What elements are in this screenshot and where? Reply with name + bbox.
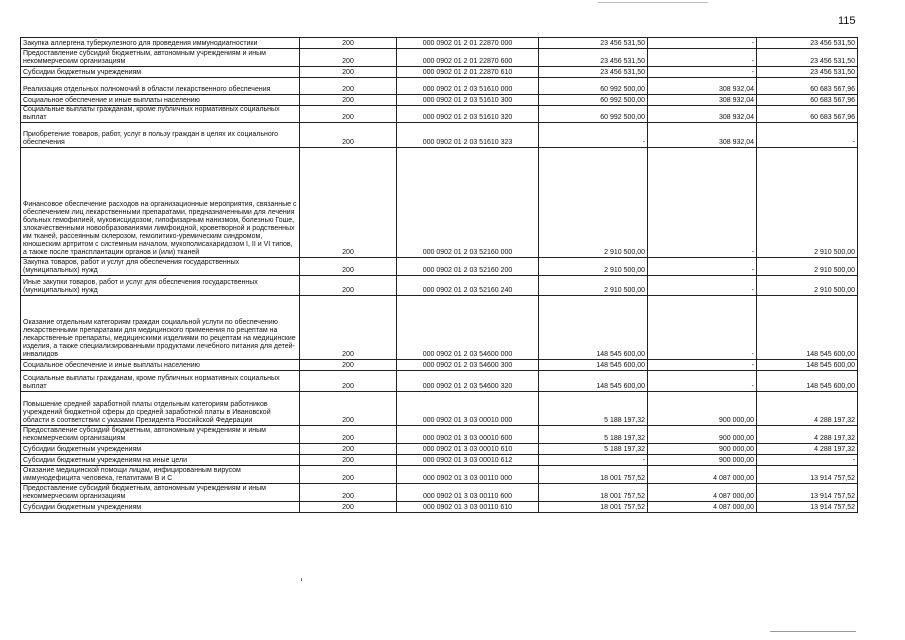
row-code: 200 [300, 258, 397, 276]
row-value-result: 2 910 500,00 [757, 276, 858, 296]
row-value-result: 13 914 757,52 [757, 484, 858, 502]
row-kcsr: 000 0902 01 3 03 00010 000 [397, 392, 539, 426]
row-value-result: 13 914 757,52 [757, 502, 858, 513]
row-name: Закупка товаров, работ и услуг для обеспечения государственных (муниципальных) нужд [21, 258, 300, 276]
row-kcsr: 000 0902 01 2 03 51610 000 [397, 78, 539, 95]
row-value-change: 4 087 000,00 [648, 466, 757, 484]
row-kcsr: 000 0902 01 3 03 00010 610 [397, 444, 539, 455]
row-value-plan: 60 992 500,00 [539, 106, 648, 123]
budget-table [20, 37, 858, 513]
row-value-result: 4 288 197,32 [757, 444, 858, 455]
row-value-result: 2 910 500,00 [757, 148, 858, 258]
row-value-result: 60 683 567,96 [757, 78, 858, 95]
table-row [21, 455, 858, 466]
row-value-result: 4 288 197,32 [757, 426, 858, 444]
row-name: Социальные выплаты гражданам, кроме публичных нормативных социальных выплат [21, 106, 300, 123]
row-code: 200 [300, 123, 397, 148]
row-name: Повышение средней заработной платы отдельным категориям работников учреждений бюджетной сферы до средней заработной платы в Ивановской области в соответствии с указами Президента Российской Федерации [21, 392, 300, 426]
row-code: 200 [300, 67, 397, 78]
row-value-plan: 5 188 197,32 [539, 444, 648, 455]
row-value-result: 148 545 600,00 [757, 296, 858, 360]
row-value-change: - [648, 49, 757, 67]
row-value-plan: 23 456 531,50 [539, 49, 648, 67]
row-name: Социальное обеспечение и иные выплаты населению [21, 360, 300, 371]
row-value-change: - [648, 296, 757, 360]
scan-mark [301, 578, 302, 581]
row-kcsr: 000 0902 01 2 03 51610 320 [397, 106, 539, 123]
row-code: 200 [300, 360, 397, 371]
row-kcsr: 000 0902 01 2 01 22870 610 [397, 67, 539, 78]
row-code: 200 [300, 426, 397, 444]
row-value-plan: 5 188 197,32 [539, 392, 648, 426]
row-value-result: 23 456 531,50 [757, 67, 858, 78]
row-kcsr: 000 0902 01 2 03 52160 240 [397, 276, 539, 296]
row-name: Реализация отдельных полномочий в области лекарственного обеспечения [21, 78, 300, 95]
row-value-plan: 18 001 757,52 [539, 502, 648, 513]
table-row [21, 484, 858, 502]
row-kcsr: 000 0902 01 2 01 22870 000 [397, 38, 539, 49]
row-value-plan: 148 545 600,00 [539, 371, 648, 392]
row-name: Приобретение товаров, работ, услуг в пользу граждан в целях их социального обеспечения [21, 123, 300, 148]
row-value-change: 308 932,04 [648, 123, 757, 148]
row-value-plan: 2 910 500,00 [539, 148, 648, 258]
row-value-change: - [648, 67, 757, 78]
table-row [21, 426, 858, 444]
row-value-result: - [757, 455, 858, 466]
table-row [21, 148, 858, 258]
table-row [21, 123, 858, 148]
table-row [21, 78, 858, 95]
row-value-change: - [648, 38, 757, 49]
row-kcsr: 000 0902 01 3 03 00110 610 [397, 502, 539, 513]
row-value-change: - [648, 371, 757, 392]
row-value-plan: 60 992 500,00 [539, 95, 648, 106]
row-value-plan: 2 910 500,00 [539, 276, 648, 296]
row-kcsr: 000 0902 01 2 03 54600 000 [397, 296, 539, 360]
row-value-change: 900 000,00 [648, 455, 757, 466]
row-value-plan: 18 001 757,52 [539, 466, 648, 484]
table-row [21, 95, 858, 106]
row-name: Предоставление субсидий бюджетным, автономным учреждениям и иным некоммерческим организациям [21, 49, 300, 67]
row-code: 200 [300, 49, 397, 67]
row-code: 200 [300, 392, 397, 426]
row-kcsr: 000 0902 01 3 03 00110 000 [397, 466, 539, 484]
table-row [21, 502, 858, 513]
row-name: Социальное обеспечение и иные выплаты населению [21, 95, 300, 106]
row-name: Оказание отдельным категориям граждан социальной услуги по обеспечению лекарственными препаратами для медицинского применения по рецептам на лекарственные препараты, медицинскими изделиями по рецептам на медицинские изделия, а также специализированными продуктами лечебного питания для детей-инвалидов [21, 296, 300, 360]
bottom-rule [770, 631, 856, 632]
table-row [21, 38, 858, 49]
row-code: 200 [300, 78, 397, 95]
row-name: Социальные выплаты гражданам, кроме публичных нормативных социальных выплат [21, 371, 300, 392]
row-value-change: 900 000,00 [648, 392, 757, 426]
row-value-result: 148 545 600,00 [757, 360, 858, 371]
row-kcsr: 000 0902 01 3 03 00110 600 [397, 484, 539, 502]
row-kcsr: 000 0902 01 2 03 51610 323 [397, 123, 539, 148]
row-value-result: - [757, 123, 858, 148]
row-kcsr: 000 0902 01 3 03 00010 600 [397, 426, 539, 444]
row-value-change: - [648, 148, 757, 258]
row-code: 200 [300, 371, 397, 392]
row-value-change: 4 087 000,00 [648, 502, 757, 513]
row-name: Субсидии бюджетным учреждениям на иные цели [21, 455, 300, 466]
table-row [21, 444, 858, 455]
table-row [21, 392, 858, 426]
row-name: Оказание медицинской помощи лицам, инфицированным вирусом иммунодефицита человека, гепатитами В и С [21, 466, 300, 484]
table-row [21, 371, 858, 392]
row-value-plan: - [539, 123, 648, 148]
table-row [21, 49, 858, 67]
row-code: 200 [300, 455, 397, 466]
row-value-result: 60 683 567,96 [757, 95, 858, 106]
row-value-change: 308 932,04 [648, 106, 757, 123]
row-value-plan: 148 545 600,00 [539, 360, 648, 371]
row-code: 200 [300, 38, 397, 49]
row-kcsr: 000 0902 01 2 03 52160 200 [397, 258, 539, 276]
table-row [21, 106, 858, 123]
row-name: Субсидии бюджетным учреждениям [21, 67, 300, 78]
row-code: 200 [300, 466, 397, 484]
row-value-plan: 23 456 531,50 [539, 67, 648, 78]
row-code: 200 [300, 95, 397, 106]
row-value-change: - [648, 276, 757, 296]
row-code: 200 [300, 296, 397, 360]
row-value-result: 23 456 531,50 [757, 49, 858, 67]
row-kcsr: 000 0902 01 2 01 22870 600 [397, 49, 539, 67]
row-kcsr: 000 0902 01 2 03 54600 300 [397, 360, 539, 371]
row-value-result: 23 456 531,50 [757, 38, 858, 49]
row-value-change: 308 932,04 [648, 95, 757, 106]
page-number: 115 [838, 15, 856, 27]
row-kcsr: 000 0902 01 2 03 52160 000 [397, 148, 539, 258]
row-value-plan: 23 456 531,50 [539, 38, 648, 49]
row-value-result: 60 683 567,96 [757, 106, 858, 123]
row-name: Предоставление субсидий бюджетным, автономным учреждениям и иным некоммерческим организациям [21, 484, 300, 502]
row-value-plan: 18 001 757,52 [539, 484, 648, 502]
row-value-result: 148 545 600,00 [757, 371, 858, 392]
row-code: 200 [300, 484, 397, 502]
table-row [21, 258, 858, 276]
row-value-plan: 60 992 500,00 [539, 78, 648, 95]
row-value-change: - [648, 360, 757, 371]
table-row [21, 360, 858, 371]
row-name: Предоставление субсидий бюджетным, автономным учреждениям и иным некоммерческим организациям [21, 426, 300, 444]
row-value-plan: 5 188 197,32 [539, 426, 648, 444]
row-code: 200 [300, 148, 397, 258]
table-row [21, 67, 858, 78]
row-code: 200 [300, 444, 397, 455]
table-row [21, 276, 858, 296]
table-row [21, 466, 858, 484]
row-name: Иные закупки товаров, работ и услуг для обеспечения государственных (муниципальных) нужд [21, 276, 300, 296]
row-value-change: 308 932,04 [648, 78, 757, 95]
row-value-result: 2 910 500,00 [757, 258, 858, 276]
row-value-plan: - [539, 455, 648, 466]
row-value-change: 4 087 000,00 [648, 484, 757, 502]
row-name: Финансовое обеспечение расходов на организационные мероприятия, связанные с обеспечением лиц лекарственными препаратами, предназначенными для лечения больных гемофилией, муковисцидозом, гипофизарным нанизмом, болезнью Гоше, злокачественными новообразованиями лимфоидной, кроветворной и родственных им тканей, рассеянным склерозом, гемолитико-уремическим синдромом, юношеским артритом с системным началом, мукополисахаридозом I, II и VI типов, а также после трансплантации органов и (или) тканей [21, 148, 300, 258]
row-name: Субсидии бюджетным учреждениям [21, 444, 300, 455]
row-code: 200 [300, 276, 397, 296]
row-value-plan: 148 545 600,00 [539, 296, 648, 360]
row-kcsr: 000 0902 01 3 03 00010 612 [397, 455, 539, 466]
row-code: 200 [300, 106, 397, 123]
top-rule [598, 2, 708, 3]
row-name: Субсидии бюджетным учреждениям [21, 502, 300, 513]
row-value-change: 900 000,00 [648, 444, 757, 455]
row-kcsr: 000 0902 01 2 03 51610 300 [397, 95, 539, 106]
row-code: 200 [300, 502, 397, 513]
row-value-result: 13 914 757,52 [757, 466, 858, 484]
row-value-change: 900 000,00 [648, 426, 757, 444]
row-value-change: - [648, 258, 757, 276]
row-value-plan: 2 910 500,00 [539, 258, 648, 276]
row-value-result: 4 288 197,32 [757, 392, 858, 426]
row-kcsr: 000 0902 01 2 03 54600 320 [397, 371, 539, 392]
table-row [21, 296, 858, 360]
row-name: Закупка аллергена туберкулезного для проведения иммунодиагностики [21, 38, 300, 49]
